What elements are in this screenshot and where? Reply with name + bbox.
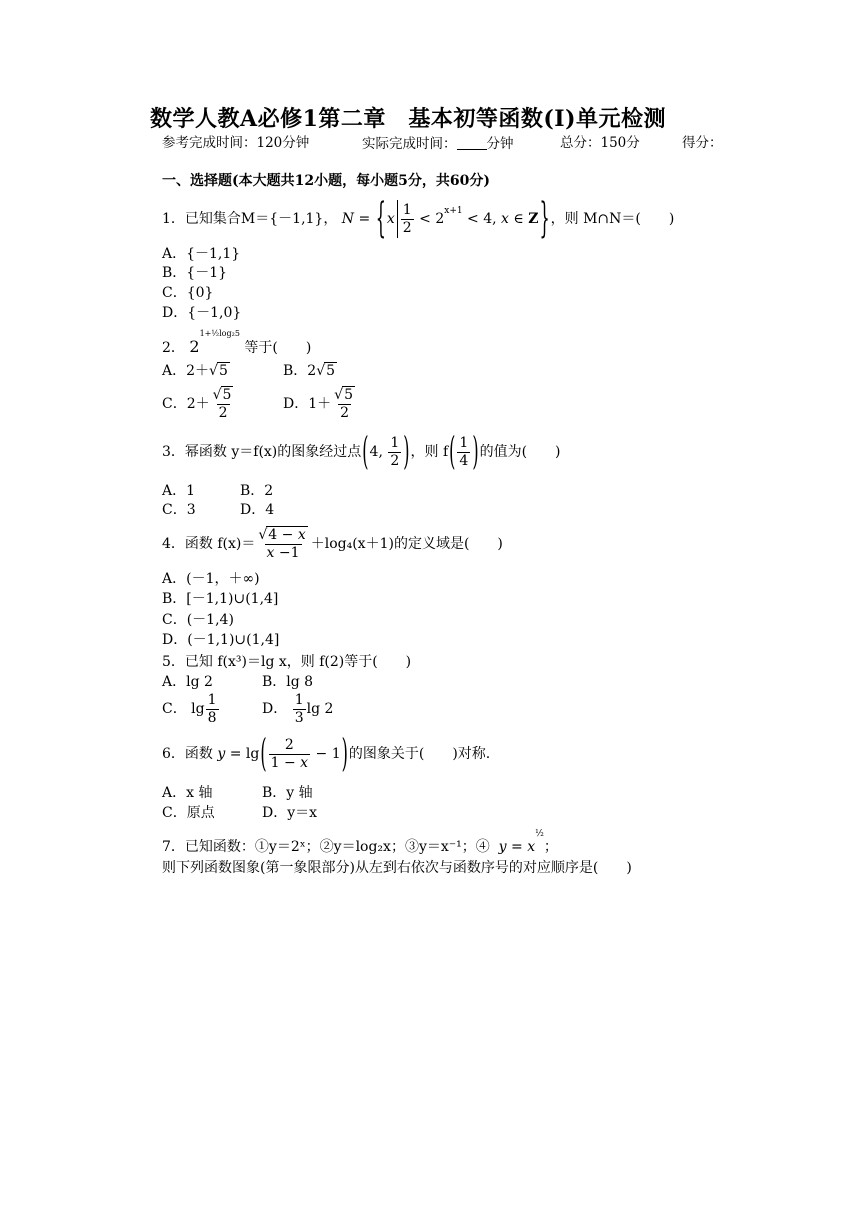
question-3 (162, 428, 561, 474)
q5-option-b[interactable]: B．lg 8 (262, 674, 314, 690)
q2-option-c-label: C．2＋ (162, 396, 210, 413)
q4-fraction: $\frac{√4 - x}{x -1}$ (258, 527, 306, 561)
q2-expression: $2^{1+\frac{1}{2}log_25}$ (189, 328, 240, 356)
q7-fourth-function: $y = x^{\frac{1}{2}}$； (498, 829, 558, 855)
q2-option-a[interactable] (162, 364, 230, 378)
q7-line2: 则下列函数图象(第一象限部分)从左到右依次与函数序号的对应顺序是( ) (162, 860, 632, 876)
q1-n-set: N = { x $\frac{1}{2}$ < 2 $^{x+1}$ < 4, x ∈ Z } (337, 193, 550, 243)
question-6 (162, 730, 491, 776)
q2-option-a-radical: √5 (209, 363, 228, 379)
section-heading: 一、选择题(本大题共12小题，每小题5分，共60分) (162, 173, 490, 189)
q3-suffix: 的值为( ) (479, 444, 561, 461)
q7-line1: 7．已知函数：①y＝2ˣ；②y＝log₂x；③y＝x⁻¹；④ (162, 839, 490, 855)
q5-option-d-label: D． (262, 701, 288, 718)
actual-time-unit: 分钟 (486, 136, 514, 152)
q3-option-a[interactable]: A．1 (162, 483, 196, 499)
q4-option-c[interactable]: C．(－1,4) (162, 612, 234, 628)
q2-suffix: 等于( ) (244, 340, 312, 356)
q6-option-d[interactable]: D．y＝x (262, 805, 318, 821)
q5-option-d[interactable]: D． $\frac{1}{3}$ lg 2 (262, 692, 334, 726)
q3-option-b[interactable]: B．2 (240, 483, 274, 499)
q3-point: ( 4, $\frac{1}{2}$ ) (362, 428, 410, 474)
q2-option-d-fraction: $\frac{√5}{2}$ (334, 387, 353, 421)
q5-option-d-fraction: $\frac{1}{3}$ (294, 692, 304, 726)
q5-option-c[interactable]: C． lg $\frac{1}{8}$ (162, 692, 217, 726)
q6-option-a[interactable]: A．x 轴 (162, 785, 213, 801)
question-5: 5．已知 f(x³)＝lg x，则 f(2)等于( ) (162, 654, 412, 670)
actual-time-blank[interactable] (457, 137, 487, 150)
q1-option-a[interactable]: A．{－1,1} (162, 246, 241, 262)
q2-option-b-radical: √5 (316, 363, 336, 379)
q5-option-a[interactable]: A．lg 2 (162, 674, 213, 690)
q5-option-c-fraction: $\frac{1}{8}$ (207, 692, 217, 726)
q6-option-c[interactable]: C．原点 (162, 805, 215, 821)
question-7 (162, 829, 558, 855)
q1-option-d[interactable]: D．{－1,0} (162, 305, 242, 321)
actual-time-label: 实际完成时间： (362, 136, 457, 152)
q4-option-b[interactable]: B．[－1,1)∪(1,4] (162, 591, 279, 607)
q3-option-c[interactable]: C．3 (162, 502, 196, 518)
q6-expression: y = lg ( $\frac{2}{1 - x}$ − 1 ) (217, 730, 348, 776)
q6-option-b[interactable]: B．y 轴 (262, 785, 313, 801)
q1-m-set: M＝{－1,1}， (240, 211, 338, 227)
q4-option-a[interactable]: A．(－1，＋∞) (162, 571, 260, 587)
question-4 (162, 528, 503, 560)
q2-option-b-label: B．2 (283, 363, 317, 379)
q2-option-c-fraction: $\frac{√5}{2}$ (212, 387, 232, 421)
q3-argument: ( $\frac{1}{4}$ ) (449, 428, 479, 474)
q2-option-a-label: A．2＋ (162, 363, 210, 379)
question-2 (162, 328, 312, 356)
q1-option-c[interactable]: C．{0} (162, 285, 214, 301)
q4-option-d[interactable]: D．(－1,1)∪(1,4] (162, 632, 280, 648)
q3-option-d[interactable]: D．4 (240, 502, 275, 518)
q2-option-b[interactable] (283, 364, 337, 378)
q4-prefix: 4．函数 f(x)＝ (162, 536, 256, 553)
question-1 (162, 193, 675, 243)
q2-num: 2． (162, 340, 185, 356)
q3-prefix: 3．幂函数 y＝f(x)的图象经过点 (162, 444, 362, 461)
q2-option-d[interactable] (283, 388, 358, 420)
q6-prefix: 6．函数 (162, 746, 213, 763)
score-label: 得分： (682, 135, 723, 151)
q3-mid: ，则 f (410, 444, 449, 461)
q2-option-c[interactable] (162, 388, 236, 420)
q1-option-b[interactable]: B．{－1} (162, 265, 228, 281)
actual-time (362, 137, 514, 152)
page-title: 数学人教A必修1第二章 基本初等函数(Ⅰ)单元检测 (150, 106, 666, 132)
ref-time: 参考完成时间：120分钟 (162, 135, 310, 151)
total-score: 总分：150分 (560, 135, 640, 151)
q5-option-c-label: C． (162, 701, 187, 718)
q4-suffix: ＋log₄(x＋1)的定义域是( ) (310, 536, 503, 553)
q1-prefix: 1．已知集合 (162, 211, 241, 227)
q6-suffix: 的图象关于( )对称. (348, 746, 491, 763)
q2-option-d-label: D．1＋ (283, 396, 332, 413)
q1-after: ，则 M∩N＝( ) (550, 211, 675, 227)
